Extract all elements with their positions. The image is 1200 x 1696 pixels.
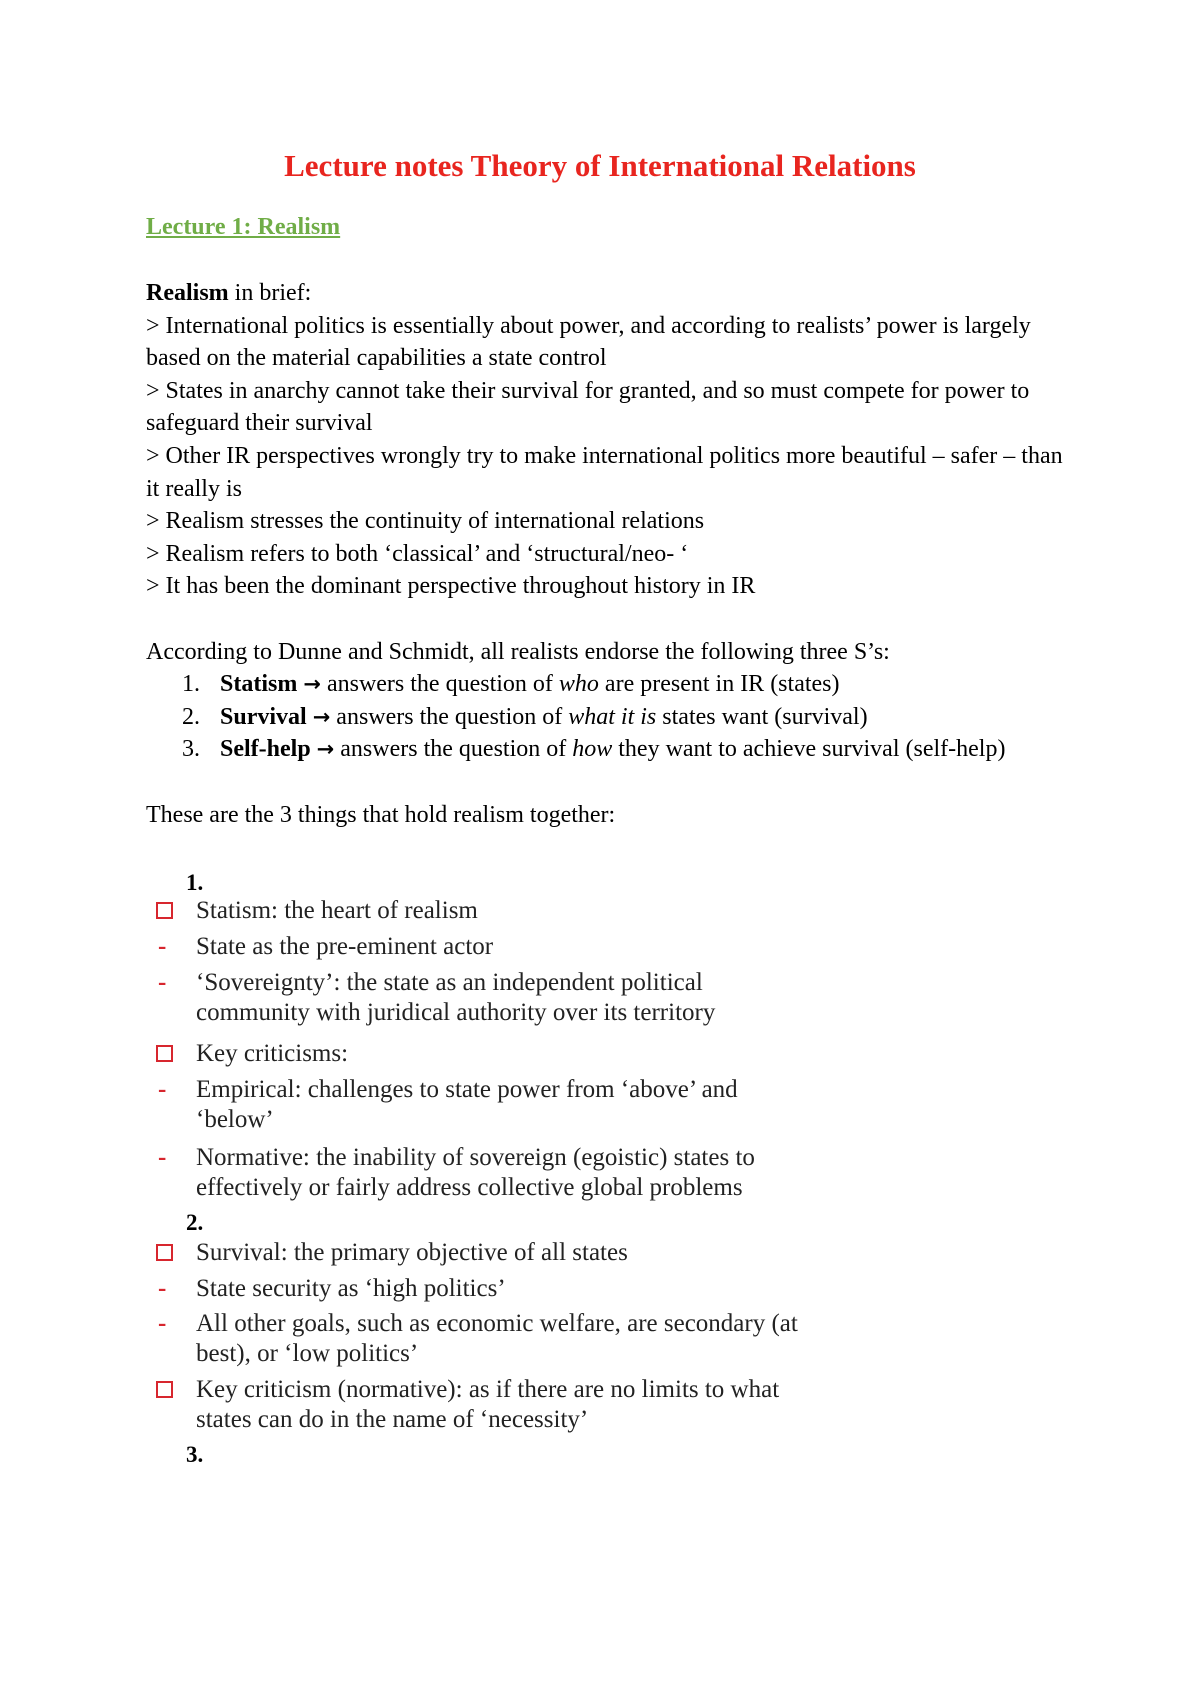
three-s-text: states want (survival) (656, 703, 868, 730)
slide-bullet-text: Empirical: challenges to state power from ‘above’ and ‘below’ (196, 1076, 738, 1133)
dash-bullet-icon: - (158, 1275, 167, 1302)
brief-point: > States in anarchy cannot take their survival for granted, and so must compete for power to safeguard their survival (146, 377, 1030, 437)
slide-bullet-text: State as the pre-eminent actor (196, 933, 494, 960)
three-s-text: they want to achieve survival (self-help) (612, 736, 1006, 763)
three-s-term: Statism (220, 671, 298, 698)
arrow-icon: → (303, 672, 321, 697)
three-s-item (146, 733, 1076, 766)
slide-bullet (156, 896, 856, 926)
slide-bullet (156, 1274, 856, 1304)
slide-bullet (156, 932, 856, 962)
three-s-text: are present in IR (states) (598, 671, 840, 698)
three-s-item (146, 668, 1076, 701)
document-body (146, 277, 1076, 831)
three-s-intro: According to Dunne and Schmidt, all realists endorse the following three S’s: (146, 638, 890, 665)
slide-bullet-text: Key criticism (normative): as if there are no limits to what states can do in the name of ‘necessity’ (196, 1376, 780, 1433)
three-s-text: answers the question of (320, 671, 559, 698)
three-s-item (146, 701, 1076, 734)
slide-bullet (156, 1039, 856, 1069)
three-s-text: answers the question of (330, 703, 569, 730)
hold-together-intro: These are the 3 things that hold realism together: (146, 801, 616, 828)
slide-bullet-text: ‘Sovereignty’: the state as an independent political community with juridical authority over its territory (196, 969, 716, 1026)
dash-bullet-icon: - (158, 1076, 167, 1103)
slide-bullet-text: Survival: the primary objective of all states (196, 1239, 628, 1266)
square-bullet-icon (156, 1238, 173, 1269)
list-number: 3. (182, 736, 200, 763)
document-title: Lecture notes Theory of International Relations (284, 148, 916, 183)
slide-bullet (156, 1075, 796, 1135)
square-bullet-icon (156, 1039, 173, 1070)
slide-bullet-text: State security as ‘high politics’ (196, 1275, 506, 1302)
dash-bullet-icon: - (158, 969, 167, 996)
three-s-emphasis: how (572, 736, 613, 763)
slide-bullet (156, 1309, 856, 1369)
three-s-term: Survival (220, 703, 307, 730)
brief-rest: in brief: (228, 280, 312, 306)
brief-point: > Other IR perspectives wrongly try to make international politics more beautiful – safer – than it really is (146, 442, 1063, 502)
three-s-term: Self-help (220, 736, 311, 763)
lecture-heading: Lecture 1: Realism (146, 214, 341, 240)
square-bullet-icon (156, 1375, 173, 1406)
brief-point: > Realism refers to both ‘classical’ and ‘structural/neo- ‘ (146, 540, 689, 567)
brief-intro (146, 277, 1076, 310)
three-s-emphasis: who (558, 671, 599, 698)
brief-point: > Realism stresses the continuity of international relations (146, 508, 705, 535)
slide-bullet-text: Key criticisms: (196, 1040, 349, 1067)
dash-bullet-icon: - (158, 1144, 167, 1171)
three-s-list (146, 668, 1076, 766)
slide-number: 2. (186, 1210, 204, 1235)
slide-bullet-text: Normative: the inability of sovereign (egoistic) states to effectively or fairly address collective global problems (196, 1144, 755, 1201)
slide-bullet-text: All other goals, such as economic welfare, are secondary (at best), or ‘low politics’ (196, 1310, 798, 1367)
square-bullet-icon (156, 896, 173, 927)
arrow-icon: → (312, 704, 331, 729)
slide-bullet (156, 1238, 856, 1268)
list-number: 2. (182, 703, 200, 730)
arrow-icon: → (316, 737, 335, 762)
dash-bullet-icon: - (158, 1310, 167, 1337)
brief-point: > It has been the dominant perspective throughout history in IR (146, 573, 756, 600)
list-number: 1. (182, 671, 200, 698)
slide-number: 3. (186, 1442, 204, 1467)
brief-term: Realism (146, 280, 229, 306)
brief-point: > International politics is essentially about power, and according to realists’ power is largely based on the material capabilities a state control (146, 312, 1031, 372)
dash-bullet-icon: - (158, 933, 167, 960)
three-s-text: answers the question of (334, 736, 573, 763)
slide-bullet (156, 1375, 816, 1435)
slide-bullet (156, 1143, 836, 1203)
slide-bullet (156, 968, 796, 1028)
slide-bullet-text: Statism: the heart of realism (196, 897, 478, 924)
three-s-emphasis: what it is (568, 703, 657, 730)
slide-number: 1. (186, 870, 204, 895)
